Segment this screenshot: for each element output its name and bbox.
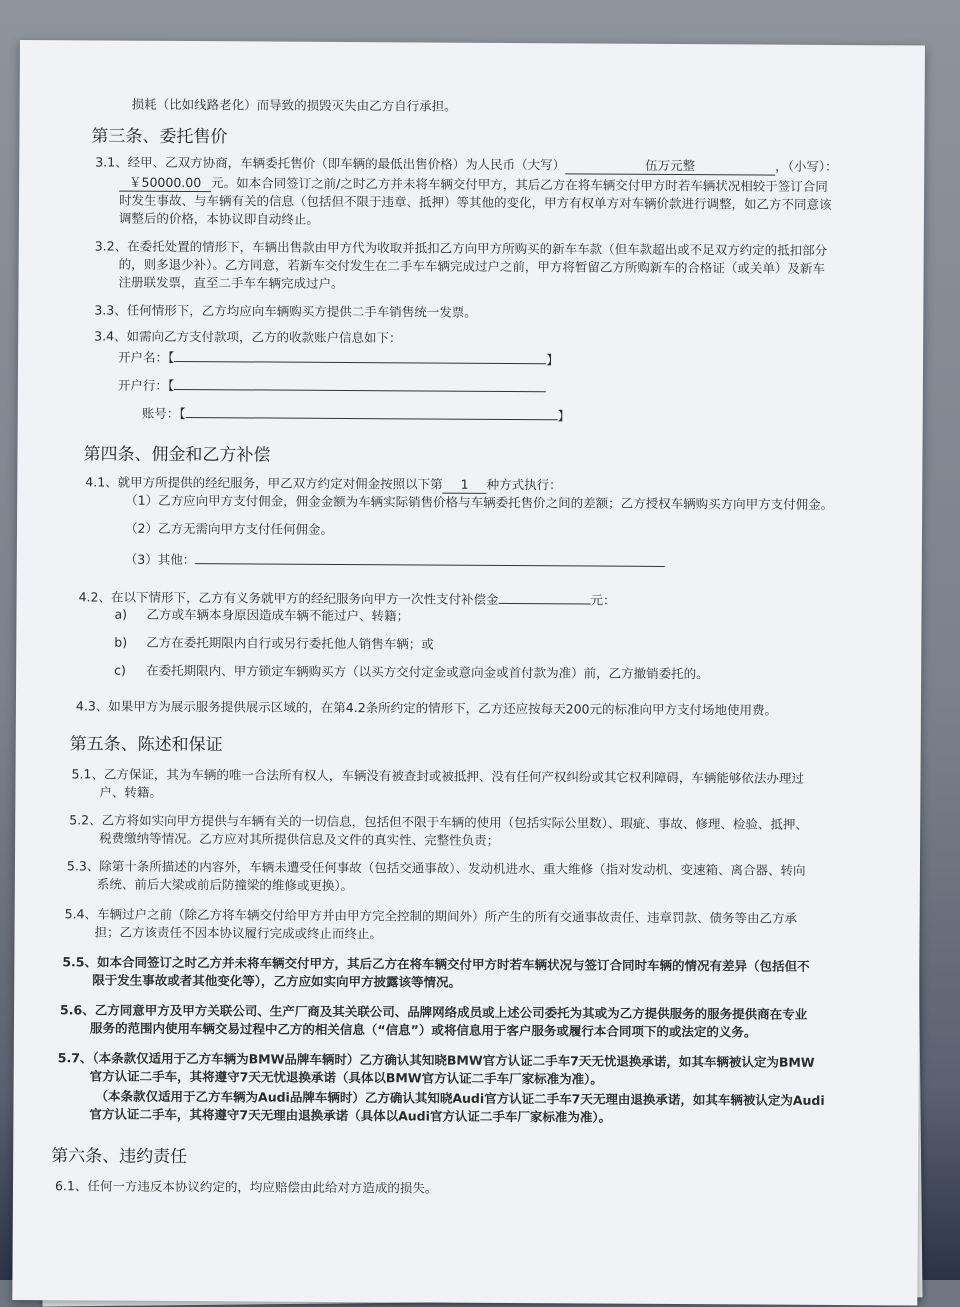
clause-3-1-line-4: 调整后的价格，本协议即自动终止。 [118, 210, 319, 227]
clause-5-7: 5.7、（本条款仅适用于乙方车辆为BMW品牌车辆时）乙方确认其知晓BMW官方认证二手车7天无忧退换承诺，如其车辆被认定为BMW [57, 1050, 815, 1070]
clause-5-5-line-2: 限于发生事故或者其他变化等），乙方应如实向甲方披露该等情况。 [92, 972, 462, 990]
commission-option-2: （2）乙方无需向甲方支付任何佣金。 [124, 520, 334, 537]
amount-words-field: 伍万元整 [565, 157, 775, 175]
clause-3-2-line-2: 的，则多退少补）。乙方同意，若新车交付发生在二手车车辆完成过户之前，甲方将暂留乙方所购新车的合格证（或关单）及新车 [118, 256, 825, 276]
clause-5-4-line-2: 担；乙方该责任不因本协议履行完成或终止而终止。 [94, 924, 383, 942]
clause-5-3-line-2: 系统、前后大梁或前后防撞梁的维修或更换）。 [96, 876, 354, 894]
clause-5-5: 5.5、如本合同签订之时乙方并未将车辆交付甲方，其后乙方在将车辆交付甲方时若车辆状况与签订合同时车辆的情况有差异（包括但不 [62, 954, 810, 974]
clause-5-2-line-2: 税费缴纳等情况。乙方应对其所提供信息及文件的真实性、完整性负责； [99, 830, 500, 848]
clause-4-2-item-c: c) 在委托期限内、甲方锁定车辆购买方（以买方交付定金或意向金或首付款为准）前，乙方撤销委托的。 [114, 662, 709, 682]
clause-3-2: 3.2、在委托处置的情形下，车辆出售款由甲方代为收取并抵扣乙方向甲方所购买的新车车款（但车款超出或不足双方约定的抵扣部分 [94, 238, 828, 258]
account-bank-row: 开户行：【 [118, 375, 546, 397]
commission-option-field: 1 [443, 477, 487, 494]
section-4-heading: 第四条、佣金和乙方补偿 [83, 444, 271, 466]
section-3-heading: 第三条、委托售价 [91, 126, 228, 148]
section-5-heading: 第五条、陈述和保证 [69, 734, 223, 756]
clause-4-2-item-a: a) 乙方或车辆本身原因造成车辆不能过户、转籍； [114, 606, 410, 624]
clause-5-4: 5.4、车辆过户之前（除乙方将车辆交付给甲方并由甲方完全控制的期间外）所产生的所有交通事故责任、违章罚款、债务等由乙方承 [64, 906, 798, 926]
account-name-row: 开户名：【 】 [118, 347, 559, 369]
section-6-heading: 第六条、违约责任 [51, 1146, 188, 1168]
account-number-row: 账号：【 】 [142, 403, 570, 425]
account-bank-field[interactable] [174, 375, 546, 392]
clause-5-7-audi: （本条款仅适用于乙方车辆为Audi品牌车辆时）乙方确认其知晓Audi官方认证二手车7天无理由退换承诺，如其车辆被认定为Audi [95, 1088, 825, 1108]
clause-4-1: 4.1、就甲方所提供的经纪服务，甲乙双方约定对佣金按照以下第 1 种方式执行： [85, 474, 562, 493]
contract-page [12, 40, 925, 1306]
clause-3-4: 3.4、如需向乙方支付款项，乙方的收款账户信息如下： [94, 328, 402, 346]
account-name-field[interactable] [174, 347, 546, 364]
clause-5-1: 5.1、乙方保证，其为车辆的唯一合法所有权人，车辆没有被查封或被抵押、没有任何产权纠纷或其它权利障碍，车辆能够依法办理过 [71, 766, 804, 786]
clause-5-7-line-2: 官方认证二手车，其将遵守7天无忧退换承诺（具体以BMW官方认证二手车厂家标准为准）。 [89, 1068, 603, 1087]
clause-3-1-line-3: 时发生事故、与车辆有关的信息（包括但不限于违章、抵押）等其他的变化，甲方有权单方对车辆价款进行调整，如乙方不同意该 [118, 192, 832, 212]
intro-line: 损耗（比如线路老化）而导致的损毁灭失由乙方自行承担。 [131, 96, 457, 114]
clause-3-1: 3.1、经甲、乙双方协商，车辆委托售价（即车辆的最低出售价格）为人民币（大写） 伍万元整 ，（小写）： [95, 154, 838, 174]
account-number-field[interactable] [185, 403, 557, 420]
amount-number-field: ￥50000.00 [119, 175, 211, 193]
clause-5-7-audi-line-2: 官方认证二手车，其将遵守7天无理由退换承诺（具体以Audi官方认证二手车厂家标准为准）。 [89, 1106, 612, 1125]
clause-5-6-line-2: 服务的范围内使用车辆交易过程中乙方的相关信息（“信息”）或将信息用于客户服务或履行本合同项下的或法定的义务。 [89, 1020, 757, 1040]
other-option-field[interactable] [195, 549, 665, 567]
clause-3-1-line-2: ￥50000.00 元。如本合同签订之前/之时乙方并未将车辆交付甲方，其后乙方在将车辆交付甲方时若车辆状况相较于签订合同 [119, 175, 828, 196]
clause-6-1: 6.1、任何一方违反本协议约定的，均应赔偿由此给对方造成的损失。 [54, 1178, 438, 1196]
clause-4-3: 4.3、如果甲方为展示服务提供展示区域的，在第4.2条所约定的情形下，乙方还应按每天200元的标准向甲方支付场地使用费。 [75, 698, 778, 718]
clause-3-3: 3.3、任何情形下，乙方均应向车辆购买方提供二手车销售统一发票。 [94, 302, 477, 320]
clause-5-1-line-2: 户、转籍。 [99, 784, 162, 800]
clause-5-2: 5.2、乙方将如实向甲方提供与车辆有关的一切信息，包括但不限于车辆的使用（包括实际公里数）、瑕疵、事故、修理、检验、抵押、 [69, 812, 808, 832]
compensation-amount-field[interactable] [498, 589, 590, 605]
clause-4-2: 4.2、在以下情形下，乙方有义务就甲方的经纪服务向甲方一次性支付补偿金 元： [78, 589, 616, 608]
clause-5-3: 5.3、除第十条所描述的内容外，车辆未遭受任何事故（包括交通事故）、发动机进水、重大维修（指对发动机、变速箱、离合器、转向 [66, 858, 806, 878]
commission-option-3: （3）其他： [125, 549, 666, 571]
clause-3-2-line-3: 注册联发票，直至二手车车辆完成过户。 [118, 274, 344, 291]
clause-4-2-item-b: b) 乙方在委托期限内自行或另行委托他人销售车辆；或 [114, 634, 434, 652]
commission-option-1: （1）乙方应向甲方支付佣金，佣金金额为车辆实际销售价格与车辆委托售价之间的差额；乙方授权车辆购买方向甲方支付佣金。 [125, 492, 834, 512]
clause-5-6: 5.6、乙方同意甲方及甲方关联公司、生产厂商及其关联公司、品牌网络成员或上述公司委托为其或为乙方提供服务的服务提供商在专业 [60, 1002, 808, 1022]
